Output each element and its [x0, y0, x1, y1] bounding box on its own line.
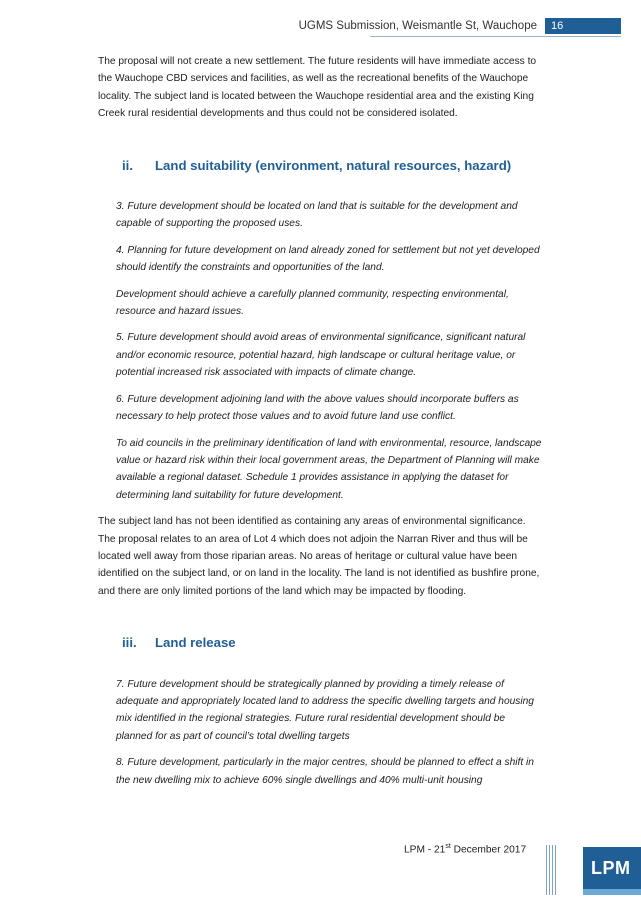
section-iii-title: Land release [155, 635, 236, 651]
quote-item: 6. Future development adjoining land with the above values should incorporate buffers as necessary to help protect those values and to avoid future land use conflict. [116, 393, 519, 423]
header-title: UGMS Submission, Weismantle St, Wauchope [298, 20, 537, 32]
logo-accent-strip [583, 889, 641, 895]
quote-item: 3. Future development should be located on land that is suitable for the development and capable of supporting the proposed uses. [116, 201, 518, 230]
footer-prefix: LPM - 21 [404, 844, 446, 856]
section-ii-number: ii. [122, 157, 133, 173]
quote-item: 7. Future development should be strategically planned by providing a timely release of adequate and appropriately located land to address the specific dwelling targets and housing mix identified in the regional strategies. Future rural residential development should be planned for as part of council’s total dwelling targets [116, 678, 534, 742]
lpm-logo: LPM [583, 847, 641, 889]
page-number: 16 [545, 18, 621, 34]
footer-date [404, 843, 526, 855]
intro-paragraph: The proposal will not create a new settlement. The future residents will have immediate access to the Wauchope CBD services and facilities, as well as the recreational benefits of the Wauchope locality. The subject land is located between the Wauchope residential area and the existing King Creek rural residential developments and thus could not be considered isolated. [98, 56, 537, 120]
section-iii-number: iii. [122, 635, 137, 651]
page-content [98, 53, 544, 798]
footer-decorative-lines [546, 845, 558, 895]
footer-suffix: December 2017 [450, 844, 527, 856]
quote-item: Development should achieve a carefully planned community, respecting environmental, resource and hazard issues. [116, 288, 509, 318]
quote-item: 5. Future development should avoid areas of environmental significance, significant natural and/or economic resource, potential hazard, high landscape or cultural heritage value, or potential increased risk associated with impacts of climate change. [116, 332, 526, 379]
header-rule [370, 36, 621, 37]
section-ii-title: Land suitability (environment, natural resources, hazard) [155, 157, 512, 173]
page-header [299, 17, 621, 35]
section-iii-heading [98, 634, 544, 651]
footer-sup: st [445, 843, 451, 850]
section-ii-heading [98, 157, 544, 174]
quote-item: 8. Future development, particularly in the major centres, should be planned to effect a shift in the new dwelling mix to achieve 60% single dwellings and 40% multi-unit housing [116, 757, 534, 786]
quote-item: To aid councils in the preliminary identification of land with environmental, resource, landscape value or hazard risk within their local government areas, the Department of Planning will make available a regional dataset. Schedule 1 provides assistance in applying the dataset for determining land suitability for future development. [116, 437, 542, 501]
quote-item: 4. Planning for future development on land already zoned for settlement but not yet developed should identify the constraints and opportunities of the land. [116, 244, 540, 274]
response-paragraph: The subject land has not been identified as containing any areas of environmental significance. The proposal relates to an area of Lot 4 which does not adjoin the Narran River and thus will be located well away from those riparian areas. No areas of heritage or cultural value have been identified on the subject land, or on land in the locality. The land is not identified as bushfire prone, and there are only limited portions of the land which may be impacted by flooding. [98, 516, 540, 597]
